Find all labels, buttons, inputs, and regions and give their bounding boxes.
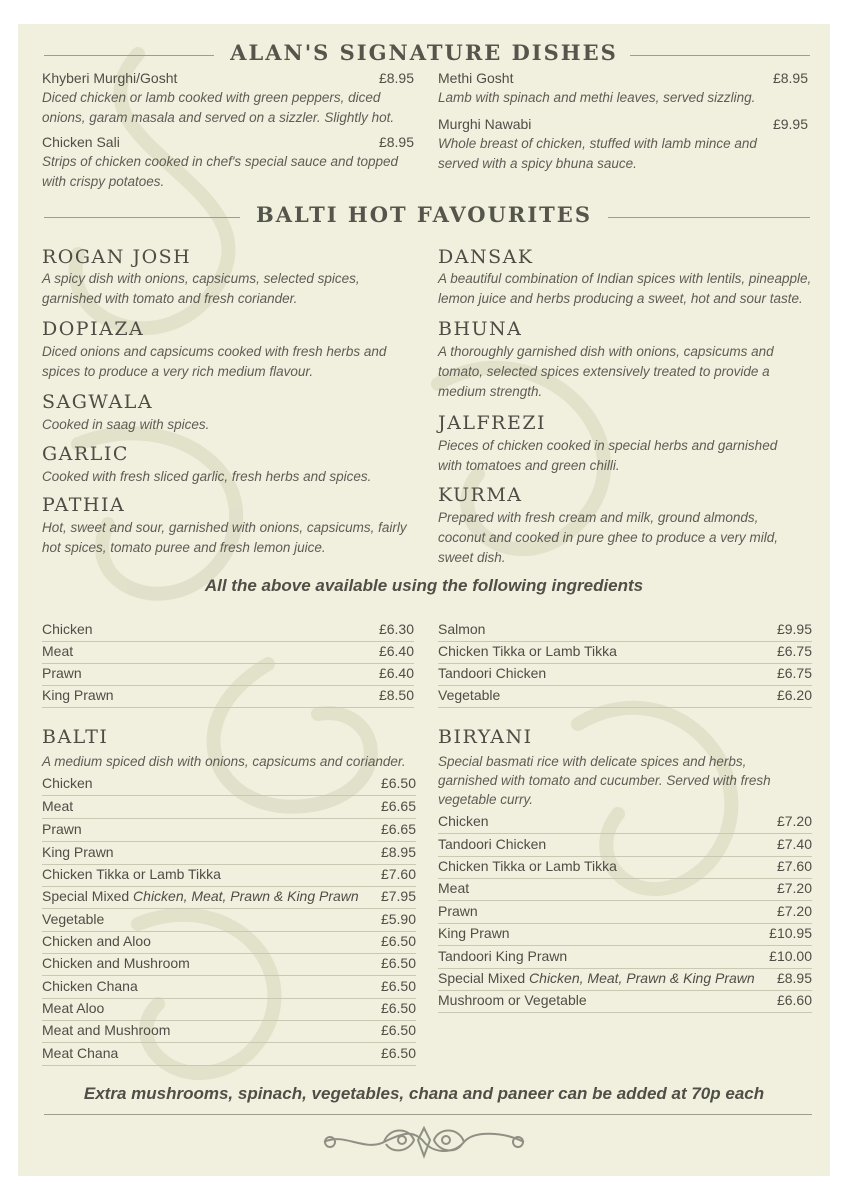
biryani-item-price: £7.40	[776, 836, 812, 852]
biryani-item-name: Prawn	[438, 903, 478, 919]
balti-item-name: Meat Chana	[42, 1045, 119, 1061]
balti-item-name: Chicken	[42, 775, 93, 791]
balti-description: A medium spiced dish with onions, capsicums and coriander.	[42, 754, 406, 769]
dish-price: £9.95	[772, 116, 808, 132]
ingredient-row	[438, 663, 812, 686]
ingredient-name: Chicken	[42, 621, 93, 637]
balti-item-price: £6.65	[380, 821, 416, 837]
biryani-item-name: Chicken Tikka or Lamb Tikka	[438, 858, 617, 874]
ingredient-row	[42, 619, 414, 642]
menu-page	[18, 24, 830, 1176]
balti-item-price: £6.50	[380, 1000, 416, 1016]
dish-description: Diced chicken or lamb cooked with green peppers, diced onions, garam masala and served on a sizzler. Slightly hot.	[42, 90, 395, 125]
ingredient-row	[438, 641, 812, 664]
biryani-heading: BIRYANI	[438, 726, 533, 748]
dish-name: Murghi Nawabi	[438, 116, 532, 132]
ingredient-price: £6.20	[776, 687, 812, 703]
balti-hot-section-title	[18, 202, 830, 232]
balti-row	[42, 886, 416, 909]
ingredient-price: £6.40	[378, 665, 414, 681]
dish-heading-garlic: GARLIC	[42, 443, 129, 465]
dish-price: £8.95	[378, 70, 414, 86]
footer-divider	[44, 1114, 812, 1115]
ingredient-price: £6.75	[776, 665, 812, 681]
dish-price: £8.95	[378, 134, 414, 150]
ingredient-name: King Prawn	[42, 687, 114, 703]
ingredient-price: £9.95	[776, 621, 812, 637]
biryani-row	[438, 968, 812, 991]
dish-description: A thoroughly garnished dish with onions, capsicums and tomato, selected spices extensively treated to provide a medium strength.	[438, 344, 774, 399]
dish-description: Pieces of chicken cooked in special herbs and garnished with tomatoes and green chilli.	[438, 438, 778, 473]
biryani-row	[438, 856, 812, 879]
balti-item-price: £6.50	[380, 1045, 416, 1061]
balti-heading: BALTI	[42, 726, 109, 748]
dish-description: Whole breast of chicken, stuffed with lamb mince and served with a spicy bhuna sauce.	[438, 136, 757, 171]
ingredient-row	[42, 663, 414, 686]
biryani-row	[438, 923, 812, 946]
dish-description: Cooked in saag with spices.	[42, 417, 210, 432]
dish-name: Chicken Sali	[42, 134, 120, 150]
balti-row	[42, 1043, 416, 1066]
biryani-item-name: Meat	[438, 880, 470, 896]
balti-item-name: Chicken Chana	[42, 978, 138, 994]
balti-item-price: £6.65	[380, 798, 416, 814]
balti-row	[42, 864, 416, 887]
dish-description: Prepared with fresh cream and milk, ground almonds, coconut and cooked in pure ghee to produce a very mild, sweet dish.	[438, 510, 778, 565]
ornament-flourish-icon	[314, 1122, 534, 1162]
ingredient-name: Tandoori Chicken	[438, 665, 547, 681]
balti-row	[42, 796, 416, 819]
balti-item-name: Meat and Mushroom	[42, 1022, 171, 1038]
special-mixed-label: Special Mixed	[42, 888, 130, 904]
balti-item-name: Vegetable	[42, 911, 105, 927]
dish-description: A spicy dish with onions, capsicums, selected spices, garnished with tomato and fresh coriander.	[42, 271, 360, 306]
balti-item-name: Chicken and Mushroom	[42, 955, 190, 971]
ingredient-price: £6.30	[378, 621, 414, 637]
dish-price: £8.95	[772, 70, 808, 86]
balti-item-price: £6.50	[380, 955, 416, 971]
balti-row	[42, 998, 416, 1021]
signature-title-text: ALAN'S SIGNATURE DISHES	[230, 40, 618, 65]
balti-row	[42, 976, 416, 999]
ingredient-name: Vegetable	[438, 687, 501, 703]
balti-hot-title-text: BALTI HOT FAVOURITES	[256, 202, 592, 227]
biryani-item-price: £7.20	[776, 813, 812, 829]
balti-item-name: King Prawn	[42, 844, 114, 860]
ingredients-banner: All the above available using the following ingredients	[204, 576, 644, 595]
ingredient-row	[42, 685, 414, 708]
balti-row	[42, 842, 416, 865]
extras-note: Extra mushrooms, spinach, vegetables, chana and paneer can be added at 70p each	[83, 1084, 765, 1103]
dish-heading-dopiaza: DOPIAZA	[42, 318, 145, 340]
balti-row	[42, 1020, 416, 1043]
biryani-item-price: £10.95	[769, 925, 812, 941]
dish-description: Lamb with spinach and methi leaves, served sizzling.	[438, 90, 756, 105]
balti-row	[42, 909, 416, 932]
dish-name: Khyberi Murghi/Gosht	[42, 70, 178, 86]
biryani-item-name	[438, 970, 755, 986]
ingredient-name: Chicken Tikka or Lamb Tikka	[438, 643, 617, 659]
balti-item-price: £6.50	[380, 1022, 416, 1038]
dish-heading-rogan-josh: ROGAN JOSH	[42, 246, 192, 268]
ingredient-row	[42, 641, 414, 664]
balti-item-price: £6.50	[380, 933, 416, 949]
balti-item-price: £6.50	[380, 775, 416, 791]
dish-description: Diced onions and capsicums cooked with fresh herbs and spices to produce a very rich medium flavour.	[42, 344, 387, 379]
dish-heading-sagwala: SAGWALA	[42, 391, 154, 413]
biryani-description: Special basmati rice with delicate spices and herbs, garnished with tomato and cucumber. Served with fresh vegetable curry.	[438, 754, 771, 807]
balti-item-name	[42, 888, 359, 904]
ingredient-price: £8.50	[378, 687, 414, 703]
biryani-row	[438, 834, 812, 857]
special-mixed-detail: Chicken, Meat, Prawn & King Prawn	[133, 888, 359, 904]
dish-name: Methi Gosht	[438, 70, 514, 86]
biryani-row	[438, 946, 812, 969]
special-mixed-detail: Chicken, Meat, Prawn & King Prawn	[529, 970, 755, 986]
biryani-item-name: Mushroom or Vegetable	[438, 992, 587, 1008]
biryani-item-name: Tandoori Chicken	[438, 836, 547, 852]
biryani-item-name: Tandoori King Prawn	[438, 948, 568, 964]
ingredient-row	[438, 685, 812, 708]
balti-item-price: £6.50	[380, 978, 416, 994]
balti-row	[42, 953, 416, 976]
dish-description: Hot, sweet and sour, garnished with onions, capsicums, fairly hot spices, tomato puree and fresh lemon juice.	[42, 520, 407, 555]
ingredient-name: Prawn	[42, 665, 82, 681]
signature-section-title	[18, 40, 830, 70]
balti-item-price: £7.95	[380, 888, 416, 904]
biryani-item-name: King Prawn	[438, 925, 510, 941]
dish-heading-kurma: KURMA	[438, 484, 523, 506]
balti-row	[42, 931, 416, 954]
dish-description: A beautiful combination of Indian spices with lentils, pineapple, lemon juice and herbs producing a sweet, hot and sour taste.	[438, 271, 812, 306]
balti-item-name: Meat Aloo	[42, 1000, 105, 1016]
biryani-item-price: £7.20	[776, 880, 812, 896]
biryani-item-price: £8.95	[776, 970, 812, 986]
biryani-item-price: £7.60	[776, 858, 812, 874]
balti-item-name: Prawn	[42, 821, 82, 837]
ingredient-price: £6.75	[776, 643, 812, 659]
biryani-row	[438, 878, 812, 901]
ingredient-name: Salmon	[438, 621, 486, 637]
biryani-row	[438, 901, 812, 924]
balti-item-price: £8.95	[380, 844, 416, 860]
balti-item-name: Chicken and Aloo	[42, 933, 151, 949]
dish-heading-jalfrezi: JALFREZI	[438, 412, 547, 434]
balti-item-price: £7.60	[380, 866, 416, 882]
ingredient-price: £6.40	[378, 643, 414, 659]
dish-heading-pathia: PATHIA	[42, 494, 126, 516]
dish-description: Strips of chicken cooked in chef's special sauce and topped with crispy potatoes.	[42, 154, 399, 189]
biryani-item-price: £6.60	[776, 992, 812, 1008]
balti-item-name: Meat	[42, 798, 74, 814]
balti-row	[42, 773, 416, 796]
dish-description: Cooked with fresh sliced garlic, fresh herbs and spices.	[42, 469, 372, 484]
dish-heading-bhuna: BHUNA	[438, 318, 523, 340]
balti-item-price: £5.90	[380, 911, 416, 927]
special-mixed-label: Special Mixed	[438, 970, 526, 986]
ingredient-row	[438, 619, 812, 642]
ingredient-name: Meat	[42, 643, 74, 659]
biryani-row	[438, 811, 812, 834]
biryani-row	[438, 990, 812, 1013]
balti-item-name: Chicken Tikka or Lamb Tikka	[42, 866, 221, 882]
biryani-item-price: £10.00	[769, 948, 812, 964]
biryani-item-name: Chicken	[438, 813, 489, 829]
biryani-item-price: £7.20	[776, 903, 812, 919]
balti-row	[42, 819, 416, 842]
dish-heading-dansak: DANSAK	[438, 246, 534, 268]
